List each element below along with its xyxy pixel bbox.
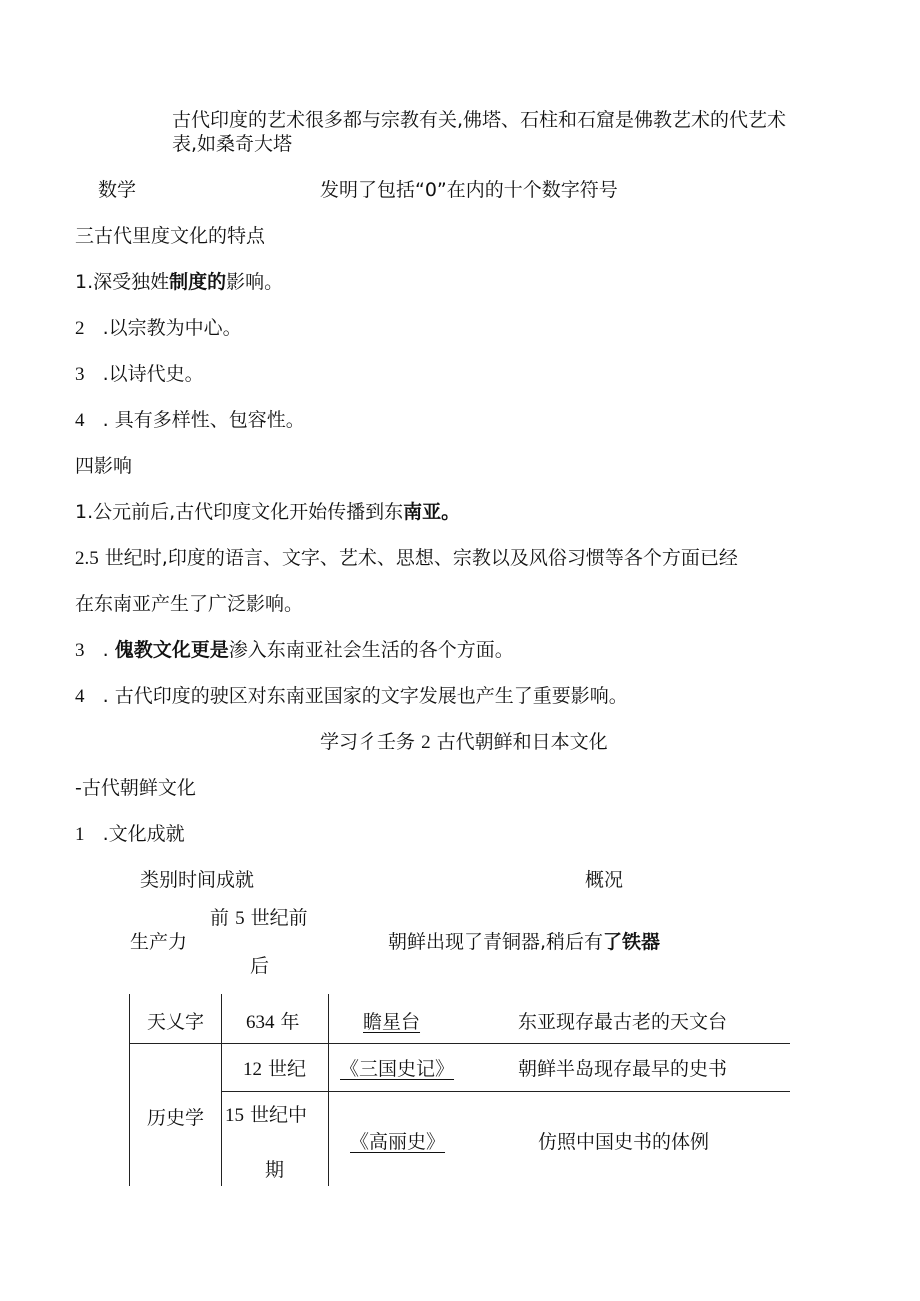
item-text: .以宗教为中心。 — [102, 317, 242, 339]
title-text: 古代朝鲜和日本文化 — [436, 731, 608, 753]
time-number: 5 — [235, 908, 245, 929]
item-number: 3 — [75, 640, 85, 661]
column-header-left: 类别时间成就 — [140, 869, 255, 891]
time-text: 年 — [280, 1011, 300, 1033]
korea-heading: -古代朝鲜文化 — [75, 777, 196, 799]
productivity-desc — [388, 930, 660, 954]
section4-item-1 — [75, 500, 460, 524]
desc-text: 朝鲜出现了青铜器,稍后有 — [388, 931, 604, 953]
productivity-time-line2: 后 — [250, 955, 270, 977]
section3-item-3 — [75, 362, 204, 387]
korea-subheading — [75, 822, 185, 847]
title-number: 2 — [421, 732, 431, 753]
section3-heading: 三古代里度文化的特点 — [75, 225, 266, 247]
time-text: 世纪 — [268, 1058, 307, 1080]
item-text: .以诗代史。 — [102, 363, 204, 385]
history-row2-desc: 仿照中国史书的体例 — [538, 1131, 710, 1153]
history-row1-achievement: 《三国史记》 — [340, 1058, 455, 1080]
item-text: . — [102, 639, 115, 661]
item-text: 影响。 — [226, 271, 284, 293]
time-number: 634 — [246, 1012, 275, 1033]
item-text: . 具有多样性、包容性。 — [102, 409, 305, 431]
productivity-category: 生产力 — [130, 931, 188, 953]
section4-heading: 四影响 — [75, 455, 133, 477]
section4-item-2-line2: 在东南亚产生了广泛影响。 — [75, 593, 304, 615]
item-text: 渗入东南亚社会生活的各个方面。 — [228, 639, 514, 661]
item-number: 4 — [75, 686, 85, 707]
section4-item-3 — [75, 638, 514, 663]
astronomy-time — [246, 1010, 300, 1035]
time-number: 15 — [225, 1105, 244, 1126]
item-text: . 古代印度的驶区对东南亚国家的文字发展也产生了重要影响。 — [102, 685, 628, 707]
time-number: 12 — [243, 1059, 262, 1080]
item-number: 2 — [75, 318, 85, 339]
item-text: 1.深受独姓 — [75, 271, 170, 293]
art-text-line1: 古代印度的艺术很多都与宗教有关,佛塔、石柱和石窟是佛教艺术的代艺术 — [172, 109, 787, 131]
astronomy-category: 天乂字 — [147, 1011, 205, 1033]
art-text-line2: 表,如桑奇大塔 — [172, 133, 293, 155]
table-divider-row1 — [129, 1043, 790, 1044]
item-number: 4 — [75, 410, 85, 431]
productivity-time-line1 — [210, 906, 308, 931]
item-bold: 傀教文化更是 — [114, 639, 229, 661]
task2-title — [320, 730, 608, 755]
sub-number: 1 — [75, 824, 85, 845]
table-divider-row2 — [221, 1091, 790, 1092]
section3-item-4 — [75, 408, 305, 433]
item-bold: 南亚。 — [403, 501, 461, 523]
astronomy-achievement: 瞻星台 — [363, 1011, 421, 1033]
time-text: 世纪前 — [250, 907, 308, 929]
section3-item-2 — [75, 316, 242, 341]
math-description: 发明了包括“0”在内的十个数字符号 — [320, 179, 618, 201]
desc-bold: 了铁器 — [603, 931, 661, 953]
item-number: 2.5 — [75, 548, 99, 569]
column-header-right: 概况 — [585, 869, 624, 891]
history-row2-time-line2: 期 — [265, 1159, 285, 1181]
section4-item-4 — [75, 684, 628, 709]
sub-text: .文化成就 — [102, 823, 185, 845]
math-label: 数学 — [98, 179, 137, 201]
history-row2-achievement: 《高丽史》 — [350, 1131, 446, 1153]
section4-item-2-line1 — [75, 546, 738, 571]
table-border-left — [129, 994, 130, 1186]
table-border-col2 — [328, 994, 329, 1186]
time-text: 前 — [210, 907, 230, 929]
item-bold: 制度的 — [169, 271, 227, 293]
table-border-col1 — [221, 994, 222, 1186]
section3-item-1 — [75, 270, 283, 294]
item-text: 世纪时,印度的语言、文字、艺术、思想、宗教以及风俗习惯等各个方面已经 — [104, 547, 738, 569]
item-number: 3 — [75, 364, 85, 385]
item-text: 1.公元前后,古代印度文化开始传播到东 — [75, 501, 404, 523]
history-row2-time-line1 — [225, 1103, 307, 1128]
astronomy-desc: 东亚现存最古老的天文台 — [518, 1011, 728, 1033]
history-row1-desc: 朝鲜半岛现存最早的史书 — [518, 1058, 728, 1080]
history-category: 历史学 — [147, 1107, 205, 1129]
time-text: 世纪中 — [250, 1104, 308, 1126]
title-text: 学习彳壬务 — [320, 731, 416, 753]
history-row1-time — [243, 1057, 306, 1082]
